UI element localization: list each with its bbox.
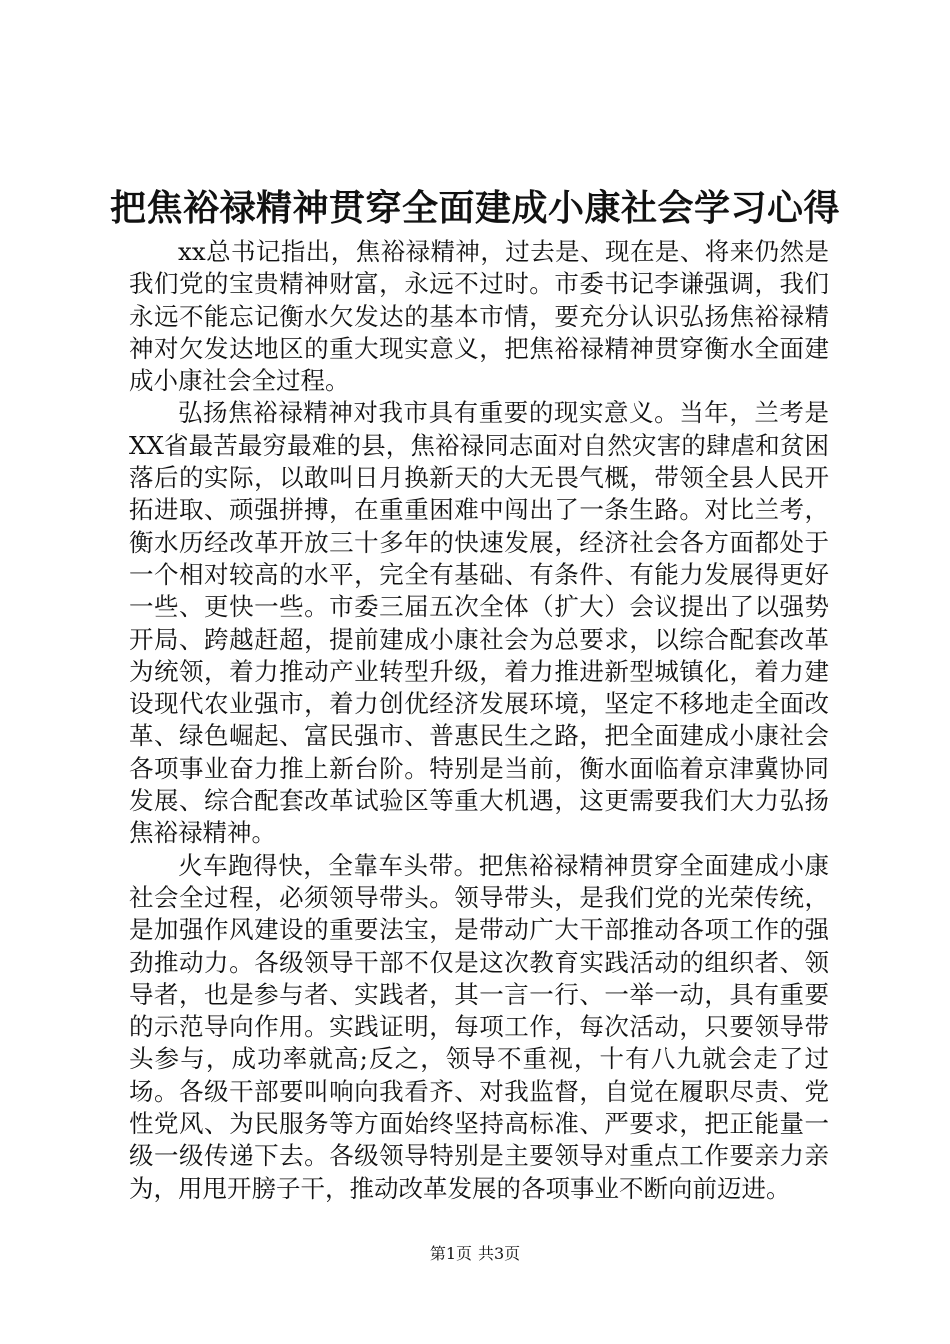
document-body [129,236,829,1205]
page-total: 共3页 [478,1244,521,1263]
page-number: 第1页 [429,1244,472,1263]
paragraph-2: 弘扬焦裕禄精神对我市具有重要的现实意义。当年，兰考是XX省最苦最穷最难的县，焦裕禄同志面对自然灾害的肆虐和贫困落后的实际，以敢叫日月换新天的大无畏气概，带领全县人民开拓进取、顽强拼搏，在重重困难中闯出了一条生路。对比兰考，衡水历经改革开放三十多年的快速发展，经济社会各方面都处于一个相对较高的水平，完全有基础、有条件、有能力发展得更好一些、更快一些。市委三届五次全体（扩大）会议提出了以强势开局、跨越赶超，提前建成小康社会为总要求，以综合配套改革为统领，着力推动产业转型升级，着力推进新型城镇化，着力建设现代农业强市，着力创优经济发展环境，坚定不移地走全面改革、绿色崛起、富民强市、普惠民生之路，把全面建成小康社会各项事业奋力推上新台阶。特别是当前，衡水面临着京津冀协同发展、综合配套改革试验区等重大机遇，这更需要我们大力弘扬焦裕禄精神。 [129,398,829,848]
paragraph-3: 火车跑得快，全靠车头带。把焦裕禄精神贯穿全面建成小康社会全过程，必须领导带头。领导带头，是我们党的光荣传统，是加强作风建设的重要法宝，是带动广大干部推动各项工作的强劲推动力。各级领导干部不仅是这次教育实践活动的组织者、领导者，也是参与者、实践者，其一言一行、一举一动，具有重要的示范导向作用。实践证明，每项工作，每次活动，只要领导带头参与，成功率就高;反之，领导不重视，十有八九就会走了过场。各级干部要叫响向我看齐、对我监督，自觉在履职尽责、党性党风、为民服务等方面始终坚持高标准、严要求，把正能量一级一级传递下去。各级领导特别是主要领导对重点工作要亲力亲为，用甩开膀子干，推动改革发展的各项事业不断向前迈进。 [129,850,829,1203]
document-title: 把焦裕禄精神贯穿全面建成小康社会学习心得 [109,187,840,229]
paragraph-1: xx总书记指出，焦裕禄精神，过去是、现在是、将来仍然是我们党的宝贵精神财富，永远不过时。市委书记李谦强调，我们永远不能忘记衡水欠发达的基本市情，要充分认识弘扬焦裕禄精神对欠发达地区的重大现实意义，把焦裕禄精神贯穿衡水全面建成小康社会全过程。 [129,237,829,396]
page-footer [0,1243,950,1265]
